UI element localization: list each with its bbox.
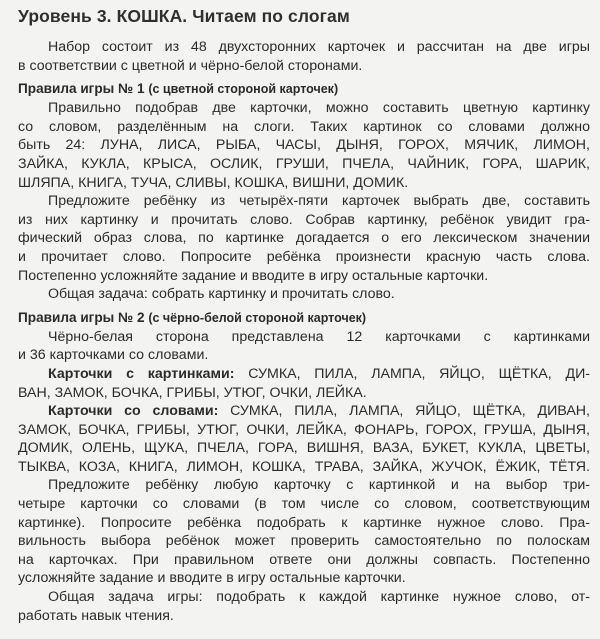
text-line: быть 24: ЛУНА, ЛИСА, РЫБА, ЧАСЫ, ДЫНЯ, ГОРОХ, МЯЧИК, ЛИМОН, <box>18 137 590 154</box>
rules1-heading-text: Правила игры № 1 <box>18 81 145 97</box>
rules1-body <box>18 99 590 304</box>
title-sub: Читаем по слогам <box>192 6 350 26</box>
text-line: Чёрно-белая сторона представлена 12 карточками с картинками <box>48 328 590 345</box>
rules1-heading <box>18 81 590 96</box>
rules2-heading <box>18 310 590 325</box>
text-line: и 36 карточками со словами. <box>18 347 209 364</box>
text-line: и прочитает слово. Попросите ребёнка произнести красную часть слова. <box>18 248 590 265</box>
text-line: картинке). Попросите ребёнка подобрать к картинке нужное слово. Пра- <box>18 514 590 531</box>
picture-cards-label: Карточки с картинками: <box>48 365 235 382</box>
title-main: Уровень 3. КОШКА. <box>18 6 188 26</box>
text-line: ТЫКВА, КОЗА, КНИГА, ЛИМОН, КОШКА, ТРАВА, ЗАЙКА, ЖУЧОК, ЁЖИК, ТЁТЯ. <box>18 458 590 475</box>
text-line: фический образ слова, по картинке догадается о его лексическом значении <box>18 230 590 247</box>
word-cards-list: СУМКА, ПИЛА, ЛАМПА, ЯЙЦО, ЩЁТКА, ДИВАН, <box>230 403 590 420</box>
text-line: Набор состоит из 48 двухсторонних карточек и рассчитан на две игры <box>48 39 590 55</box>
picture-cards-list: СУМКА, ПИЛА, ЛАМПА, ЯЙЦО, ЩЁТКА, ДИ- <box>248 365 590 382</box>
text-line: Общая задача игры: подобрать к каждой картинке нужное слово, от- <box>48 589 590 606</box>
text-line: Постепенно усложняйте задание и вводите в игру остальные карточки. <box>18 267 489 284</box>
text-line: Общая задача: собрать картинку и прочитать слово. <box>48 286 395 303</box>
rules2-heading-note: (с чёрно-белой стороной карточек) <box>148 310 367 325</box>
text-line: ЗАМОК, БОЧКА, ГРИБЫ, УТЮГ, ОЧКИ, ЛЕЙКА, ФОНАРЬ, ГОРОХ, ГРУША, ДЫНЯ, <box>18 421 590 438</box>
text-line: ДОМИК, ОЛЕНЬ, ЩУКА, ПЧЕЛА, ГОРА, ВИШНЯ, ВАЗА, БУКЕТ, КУКЛА, ЦВЕТЫ, <box>18 440 590 457</box>
rules2-body <box>18 328 590 626</box>
rules1-heading-note: (с цветной стороной карточек) <box>148 82 339 97</box>
text-line: в соответствии с цветной и чёрно-белой сторонами. <box>18 57 363 74</box>
page-title <box>18 0 590 30</box>
rules2-heading-text: Правила игры № 2 <box>18 309 145 325</box>
text-line: из них картинку и прочитать слово. Собрав картинку, ребёнок увидит гра- <box>18 211 590 228</box>
text-line: ЗАЙКА, КУКЛА, КРЫСА, ОСЛИК, ГРУШИ, ПЧЕЛА, ЧАЙНИК, ГОРА, ШАРИК, <box>18 155 590 172</box>
text-line: Предложите ребёнку любую карточку с картинкой и на выбор три- <box>48 477 590 494</box>
word-cards-label: Карточки со словами: <box>48 403 219 420</box>
text-line: на карточках. При правильном ответе они должны совпасть. Постепенно <box>18 551 590 568</box>
word-cards-line <box>18 402 590 421</box>
text-line: усложняйте задание и вводите в игру остальные карточки. <box>18 570 406 587</box>
text-line: со словом, разделённым на слоги. Таких картинок со словами должно <box>18 118 590 135</box>
text-line: четыре карточки со словами (в том числе со словом, соответствующим <box>18 496 590 513</box>
intro-paragraph <box>18 38 590 75</box>
text-line: работать навык чтения. <box>18 607 174 624</box>
text-line: вильность выбора ребёнок может проверить самостоятельно по полоскам <box>18 533 590 550</box>
text-line: Предложите ребёнку из четырёх-пяти карточек выбрать две, составить <box>48 193 590 210</box>
text-line: Правильно подобрав две карточки, можно составить цветную картинку <box>48 100 590 117</box>
text-line: ВАН, ЗАМОК, БОЧКА, ГРИБЫ, УТЮГ, ОЧКИ, ЛЕЙКА. <box>18 384 367 401</box>
text-line: ШЛЯПА, КНИГА, ТУЧА, СЛИВЫ, КОШКА, ВИШНИ, ДОМИК. <box>18 174 409 191</box>
picture-cards-line <box>18 365 590 384</box>
